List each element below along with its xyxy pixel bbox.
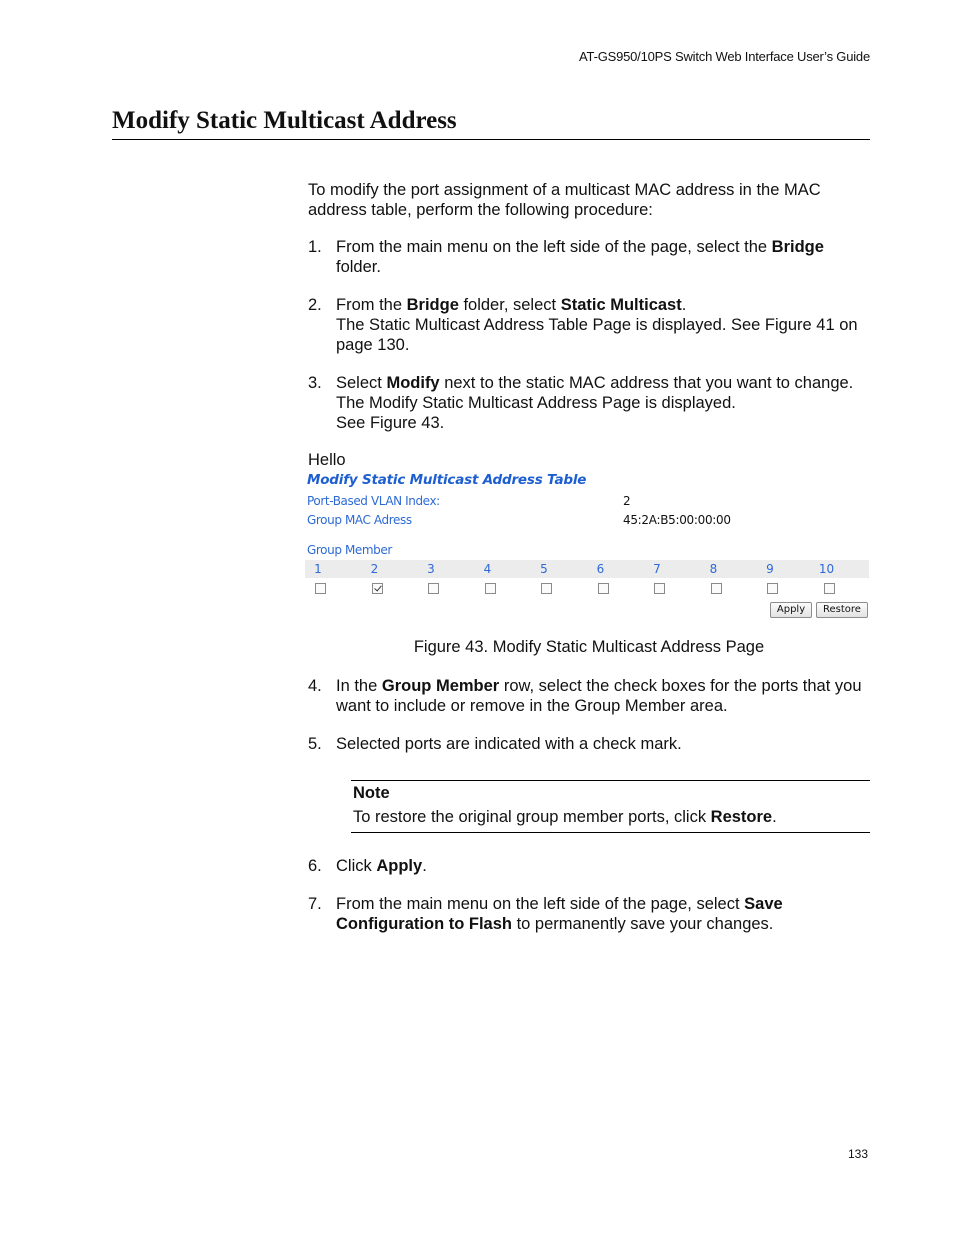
step-text	[336, 373, 881, 433]
note-text-part: .	[772, 808, 777, 826]
port-checkbox-8[interactable]	[711, 583, 722, 594]
step-text-part: .	[422, 857, 427, 875]
step-bold-term: Static Multicast	[560, 296, 682, 314]
hello-text: Hello	[308, 451, 346, 469]
step-number: 3.	[308, 374, 322, 392]
step-text-part: From the main menu on the left side of the page, select the	[336, 238, 772, 256]
port-checkbox-3[interactable]	[428, 583, 439, 594]
figure-caption: Figure 43. Modify Static Multicast Address Page	[413, 638, 765, 656]
figure-table-title: Modify Static Multicast Address Table	[307, 472, 587, 488]
step-bold-term: Bridge	[771, 238, 824, 256]
step-text-part: From the main menu on the left side of the page, select	[336, 895, 745, 913]
section-title: Modify Static Multicast Address	[112, 107, 457, 134]
port-checkbox-7[interactable]	[654, 583, 665, 594]
group-member-label: Group Member	[307, 543, 392, 557]
step-text	[336, 295, 876, 355]
step-text-part: .	[681, 296, 687, 314]
page-number: 133	[847, 1147, 868, 1161]
port-number-8: 8	[709, 562, 718, 576]
guide-title: AT-GS950/10PS Switch Web Interface User’s Guide	[579, 49, 870, 64]
port-number-4: 4	[483, 562, 492, 576]
note-bold-term: Restore	[710, 808, 773, 826]
port-checkbox-9[interactable]	[767, 583, 778, 594]
step-bold-term: Bridge	[406, 296, 459, 314]
port-checkbox-1[interactable]	[315, 583, 326, 594]
port-number-5: 5	[540, 562, 548, 576]
step-number: 5.	[308, 735, 322, 753]
port-checkbox-10[interactable]	[824, 583, 835, 594]
step-text	[336, 237, 876, 277]
step-number: 4.	[308, 677, 322, 695]
step-bold-term: Save Configuration to Flash	[336, 895, 783, 933]
port-number-9: 9	[766, 562, 774, 576]
step-bold-term: Group Member	[381, 677, 500, 695]
port-checkbox-5[interactable]	[541, 583, 552, 594]
step-text-part: In the	[336, 677, 382, 695]
step-number: 2.	[308, 296, 322, 314]
port-number-7: 7	[653, 562, 661, 576]
step-text-part: Click	[336, 857, 377, 875]
apply-button[interactable]: Apply	[770, 602, 812, 618]
step-text	[336, 856, 876, 876]
port-checkbox-2[interactable]	[372, 583, 383, 594]
vlan-index-label: Port-Based VLAN Index:	[307, 494, 440, 508]
group-mac-label: Group MAC Adress	[307, 513, 412, 527]
step-text-part: row, select the check boxes for the ports that you want to include or remove in the Group Member area.	[336, 677, 862, 715]
port-number-1: 1	[314, 562, 322, 576]
step-text	[336, 676, 876, 716]
step-text: Selected ports are indicated with a check mark.	[336, 735, 682, 753]
restore-button[interactable]: Restore	[816, 602, 868, 618]
step-bold-term: Modify	[386, 374, 440, 392]
note-box	[351, 780, 870, 833]
step-text-part: From the	[336, 296, 407, 314]
port-number-3: 3	[427, 562, 435, 576]
vlan-index-value: 2	[623, 494, 631, 508]
port-number-6: 6	[596, 562, 605, 576]
step-text-part: to permanently save your changes.	[511, 915, 774, 933]
port-number-10: 10	[818, 562, 835, 576]
step-text	[336, 894, 811, 934]
step-text-part: next to the static MAC address that you want to change.	[439, 374, 854, 392]
step-text-part: Select	[336, 374, 387, 392]
step-text-part: folder, select	[458, 296, 561, 314]
note-text-part: To restore the original group member ports, click	[353, 808, 711, 826]
step-number: 7.	[308, 895, 322, 913]
port-number-2: 2	[370, 562, 379, 576]
intro-paragraph: To modify the port assignment of a multicast MAC address in the MAC address table, perform the following procedure:	[308, 181, 821, 219]
step-text-part: See Figure 43.	[336, 414, 445, 432]
title-divider	[112, 139, 870, 140]
note-text	[353, 808, 777, 827]
step-text-part: The Static Multicast Address Table Page is displayed. See Figure 41 on page 130.	[336, 316, 858, 354]
step-number: 6.	[308, 857, 322, 875]
note-heading: Note	[353, 784, 390, 802]
step-text-part: The Modify Static Multicast Address Page is displayed.	[336, 394, 736, 412]
group-mac-value: 45:2A:B5:00:00:00	[623, 513, 731, 527]
step-bold-term: Apply	[376, 857, 423, 875]
port-checkbox-6[interactable]	[598, 583, 609, 594]
step-text-part: folder.	[336, 258, 381, 276]
step-number: 1.	[308, 238, 322, 256]
port-checkbox-4[interactable]	[485, 583, 496, 594]
